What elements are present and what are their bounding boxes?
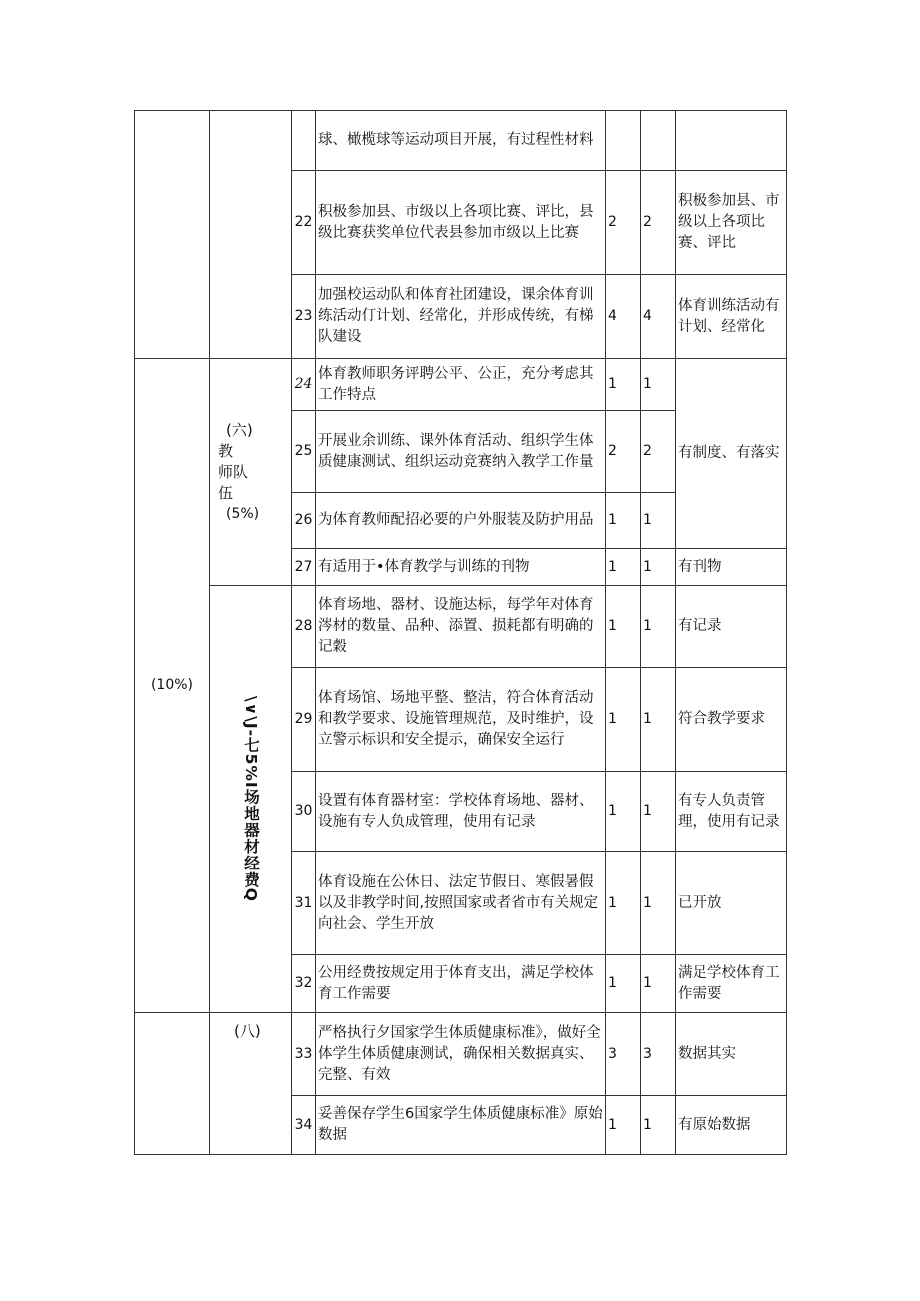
row-number: 31: [292, 852, 316, 955]
row-score-awarded: 1: [641, 668, 676, 772]
row-criteria: 有原始数据: [676, 1096, 787, 1155]
row-score-awarded: 1: [641, 493, 676, 549]
row-criteria: 有刊物: [676, 549, 787, 586]
row-score: [606, 111, 641, 171]
row-number: 22: [292, 171, 316, 275]
row-content: 公用经费按规定用于体育支出，满足学校体育工作需要: [316, 955, 606, 1013]
row-content: 体育教师职务评聘公平、公正，充分考虑其工作特点: [316, 359, 606, 411]
row-score: 1: [606, 493, 641, 549]
section-percent-cell: [135, 359, 210, 1013]
row-score-awarded: 4: [641, 275, 676, 359]
category-six-line2: 师队: [218, 462, 249, 481]
row-number: 27: [292, 549, 316, 586]
row-criteria: [676, 111, 787, 171]
row-number: 24: [292, 359, 316, 411]
row-criteria: 数据其实: [676, 1013, 787, 1096]
row-number: 28: [292, 586, 316, 668]
row-score: 1: [606, 1096, 641, 1155]
row-score: 1: [606, 772, 641, 852]
row-number: 30: [292, 772, 316, 852]
row-criteria: 有记录: [676, 586, 787, 668]
evaluation-table: [134, 110, 787, 1155]
row-criteria: 有专人负责管理，使用有记录: [676, 772, 787, 852]
row-score-awarded: 1: [641, 359, 676, 411]
table-row: [135, 359, 787, 411]
table-row: [135, 1013, 787, 1096]
row-content: 体育场地、器材、设施达标，每学年对体育涔材的数量、品种、添置、损耗都有明确的记穀: [316, 586, 606, 668]
category-six-line1: 教: [218, 441, 234, 460]
row-number: 29: [292, 668, 316, 772]
row-score-awarded: 1: [641, 549, 676, 586]
table-row: [135, 111, 787, 171]
row-score-awarded: 1: [641, 1096, 676, 1155]
row-content: 为体育教师配招必要的户外服装及防护用品: [316, 493, 606, 549]
row-score: 1: [606, 955, 641, 1013]
row-score-awarded: 2: [641, 171, 676, 275]
section-cell-blank: [135, 1013, 210, 1155]
row-criteria: 已开放: [676, 852, 787, 955]
category-eight-label: (八): [234, 1022, 261, 1040]
category-six-percent: (5%): [226, 505, 260, 522]
category-seven-cell: [210, 586, 292, 1013]
row-number: 23: [292, 275, 316, 359]
row-score: 2: [606, 411, 641, 493]
row-number: 32: [292, 955, 316, 1013]
category-eight-cell: [210, 1013, 292, 1155]
table-row: [135, 586, 787, 668]
section-percent: (10%): [150, 677, 194, 693]
category-cell-blank: [210, 111, 292, 359]
category-six-label: (六): [226, 420, 253, 439]
row-criteria: 符合教学要求: [676, 668, 787, 772]
row-score: 3: [606, 1013, 641, 1096]
row-score-awarded: 3: [641, 1013, 676, 1096]
row-criteria: 满足学校体育工作需要: [676, 955, 787, 1013]
row-content: 体育设施在公休日、法定节假日、寒假暑假以及非教学时间,按照国家或者省市有关规定向社会、学生开放: [316, 852, 606, 955]
section-cell-blank: [135, 111, 210, 359]
row-score: 4: [606, 275, 641, 359]
row-criteria: 体育训练活动有计划、经常化: [676, 275, 787, 359]
row-criteria: 有制度、有落实: [676, 359, 787, 549]
category-six-line3: 伍: [218, 483, 234, 502]
row-score-awarded: [641, 111, 676, 171]
row-number: 26: [292, 493, 316, 549]
row-content: 积极参加县、市级以上各项比赛、评比，县级比赛获奖单位代表县参加市级以上比赛: [316, 171, 606, 275]
row-content: 妥善保存学生6国家学生体质健康标准》原始数据: [316, 1096, 606, 1155]
row-content: 球、橄榄球等运动项目开展，有过程性材料: [316, 111, 606, 171]
row-score: 1: [606, 586, 641, 668]
row-content: 设置有体育器材室：学校体育场地、器材、设施有专人负成管理，使用有记录: [316, 772, 606, 852]
row-score-awarded: 1: [641, 955, 676, 1013]
row-content: 加强校运动队和体育社团建设，课余体育训练活动仃计划、经常化，并形成传统，有梯队建设: [316, 275, 606, 359]
row-content: 严格执行夕国家学生体质健康标准》，做好全体学生体质健康测试，确保相关数据真实、完整、有效: [316, 1013, 606, 1096]
row-score-awarded: 1: [641, 772, 676, 852]
row-number: 34: [292, 1096, 316, 1155]
category-seven-label: \∨\J-七5%I场地器材经费Q: [242, 696, 260, 902]
row-score: 2: [606, 171, 641, 275]
row-score-awarded: 1: [641, 586, 676, 668]
row-score: 1: [606, 549, 641, 586]
row-content: 有适用于•体育教学与训练的刊物: [316, 549, 606, 586]
row-score: 1: [606, 359, 641, 411]
row-score-awarded: 1: [641, 852, 676, 955]
row-score-awarded: 2: [641, 411, 676, 493]
row-number: 25: [292, 411, 316, 493]
category-six-cell: [210, 359, 292, 586]
row-number: [292, 111, 316, 171]
row-number: 33: [292, 1013, 316, 1096]
row-score: 1: [606, 852, 641, 955]
row-content: 体育场馆、场地平整、整洁，符合体育活动和教学要求、设施管理规范，及时维护，设立警示标识和安全提示，确保安全运行: [316, 668, 606, 772]
row-score: 1: [606, 668, 641, 772]
row-content: 开展业余训练、课外体育活动、组织学生体质健康测试、组织运动竞赛纳入教学工作量: [316, 411, 606, 493]
row-criteria: 积极参加县、市级以上各项比赛、评比: [676, 171, 787, 275]
